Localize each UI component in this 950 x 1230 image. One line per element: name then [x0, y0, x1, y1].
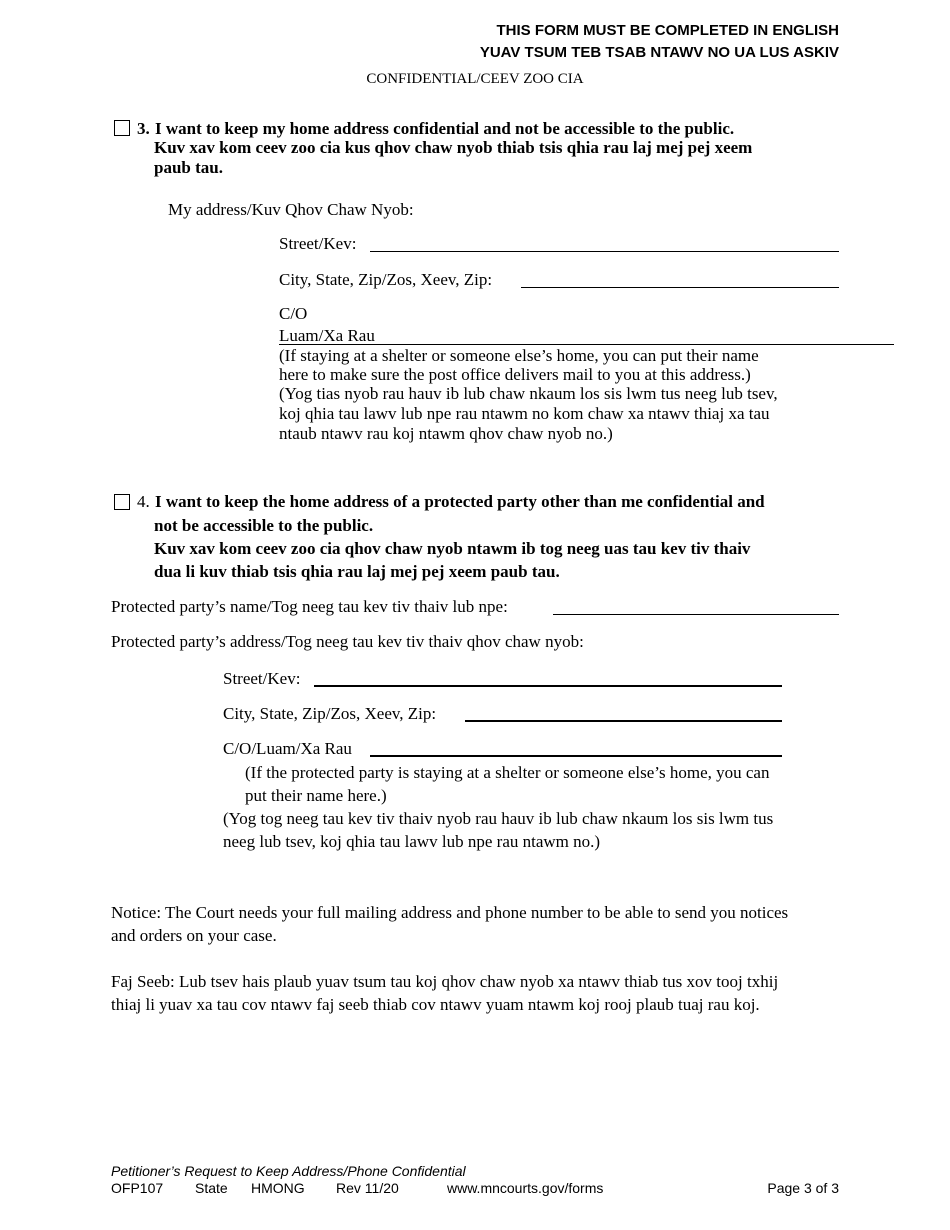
party-co-field[interactable]	[370, 755, 782, 757]
footer-url: www.mncourts.gov/forms	[447, 1180, 604, 1196]
header-english-notice: THIS FORM MUST BE COMPLETED IN ENGLISH	[496, 22, 839, 39]
party-name-label: Protected party’s name/Tog neeg tau kev tiv thaiv lub npe:	[111, 597, 508, 616]
footer-form-code: OFP107	[111, 1180, 164, 1196]
section3-heading-line3: paub tau.	[154, 158, 223, 177]
section4-number: 4.	[137, 492, 150, 511]
section4-note-line3: (Yog tog neeg tau kev tiv thaiv nyob rau hauv ib lub chaw nkaum los sis lwm tus	[223, 809, 774, 828]
party-address-label: Protected party’s address/Tog neeg tau kev tiv thaiv qhov chaw nyob:	[111, 632, 584, 651]
section3-heading-line2: Kuv xav kom ceev zoo cia kus qhov chaw nyob thiab tsis qhia rau laj mej pej xeem	[154, 138, 753, 157]
street-field[interactable]	[370, 251, 839, 252]
notice-hmong-line2: thiaj li yuav xa tau cov ntawv faj seeb thiab cov ntawv yuam ntawm koj rooj plaub tuaj rau koj.	[111, 995, 760, 1014]
section3-checkbox[interactable]	[114, 120, 130, 136]
party-street-field[interactable]	[314, 685, 782, 687]
section3-note-line1: (If staying at a shelter or someone else’s home, you can put their name	[279, 346, 759, 365]
confidential-label: CONFIDENTIAL/CEEV ZOO CIA	[366, 71, 584, 87]
section3-note-line5: ntaub ntawv rau koj ntawm qhov chaw nyob no.)	[279, 424, 613, 443]
city-field[interactable]	[521, 287, 839, 288]
party-co-label: C/O/Luam/Xa Rau	[223, 739, 352, 758]
party-city-field[interactable]	[465, 720, 782, 722]
footer-revision: Rev 11/20	[336, 1180, 399, 1196]
section4-note-line2: put their name here.)	[245, 786, 387, 805]
notice-english-line2: and orders on your case.	[111, 926, 277, 945]
section4-heading-line2: not be accessible to the public.	[154, 516, 374, 535]
co-label: C/O	[279, 304, 308, 323]
section4-heading-line4: dua li kuv thiab tsis qhia rau laj mej pej xeem paub tau.	[154, 562, 560, 581]
section4-note-line4: neeg lub tsev, koj qhia tau lawv lub npe rau ntawm no.)	[223, 832, 601, 851]
section4-heading-line1: I want to keep the home address of a protected party other than me confidential and	[155, 492, 765, 511]
street-label: Street/Kev:	[279, 234, 357, 253]
my-address-label: My address/Kuv Qhov Chaw Nyob:	[168, 200, 414, 219]
party-name-field[interactable]	[553, 614, 839, 615]
section3-note-line3: (Yog tias nyob rau hauv ib lub chaw nkaum los sis lwm tus neeg lub tsev,	[279, 384, 778, 403]
city-label: City, State, Zip/Zos, Xeev, Zip:	[279, 270, 493, 289]
luam-label: Luam/Xa Rau	[279, 326, 375, 345]
section3-number: 3.	[137, 119, 150, 138]
notice-hmong-line1: Faj Seeb: Lub tsev hais plaub yuav tsum tau koj qhov chaw nyob xa ntawv thiab tus xov tooj txhij	[111, 972, 779, 991]
section4-note-line1: (If the protected party is staying at a shelter or someone else’s home, you can	[245, 763, 770, 782]
section3-note-line4: koj qhia tau lawv lub npe rau ntawm no kom chaw xa ntawv thiaj xa tau	[279, 404, 770, 423]
footer-state: State	[195, 1180, 228, 1196]
notice-english-line1: Notice: The Court needs your full mailing address and phone number to be able to send you notices	[111, 903, 789, 922]
footer-form-title: Petitioner’s Request to Keep Address/Phone Confidential	[111, 1163, 466, 1179]
section4-heading-line3: Kuv xav kom ceev zoo cia qhov chaw nyob ntawm ib tog neeg uas tau kev tiv thaiv	[154, 539, 751, 558]
section3-note-line2: here to make sure the post office delivers mail to you at this address.)	[279, 365, 751, 384]
co-field[interactable]	[279, 344, 894, 345]
footer-language: HMONG	[251, 1180, 305, 1196]
party-city-label: City, State, Zip/Zos, Xeev, Zip:	[223, 704, 437, 723]
footer-page-number: Page 3 of 3	[767, 1180, 839, 1196]
header-hmong-notice: YUAV TSUM TEB TSAB NTAWV NO UA LUS ASKIV	[479, 44, 839, 61]
section4-checkbox[interactable]	[114, 494, 130, 510]
party-street-label: Street/Kev:	[223, 669, 301, 688]
section3-heading-line1: I want to keep my home address confidential and not be accessible to the public.	[155, 119, 735, 138]
